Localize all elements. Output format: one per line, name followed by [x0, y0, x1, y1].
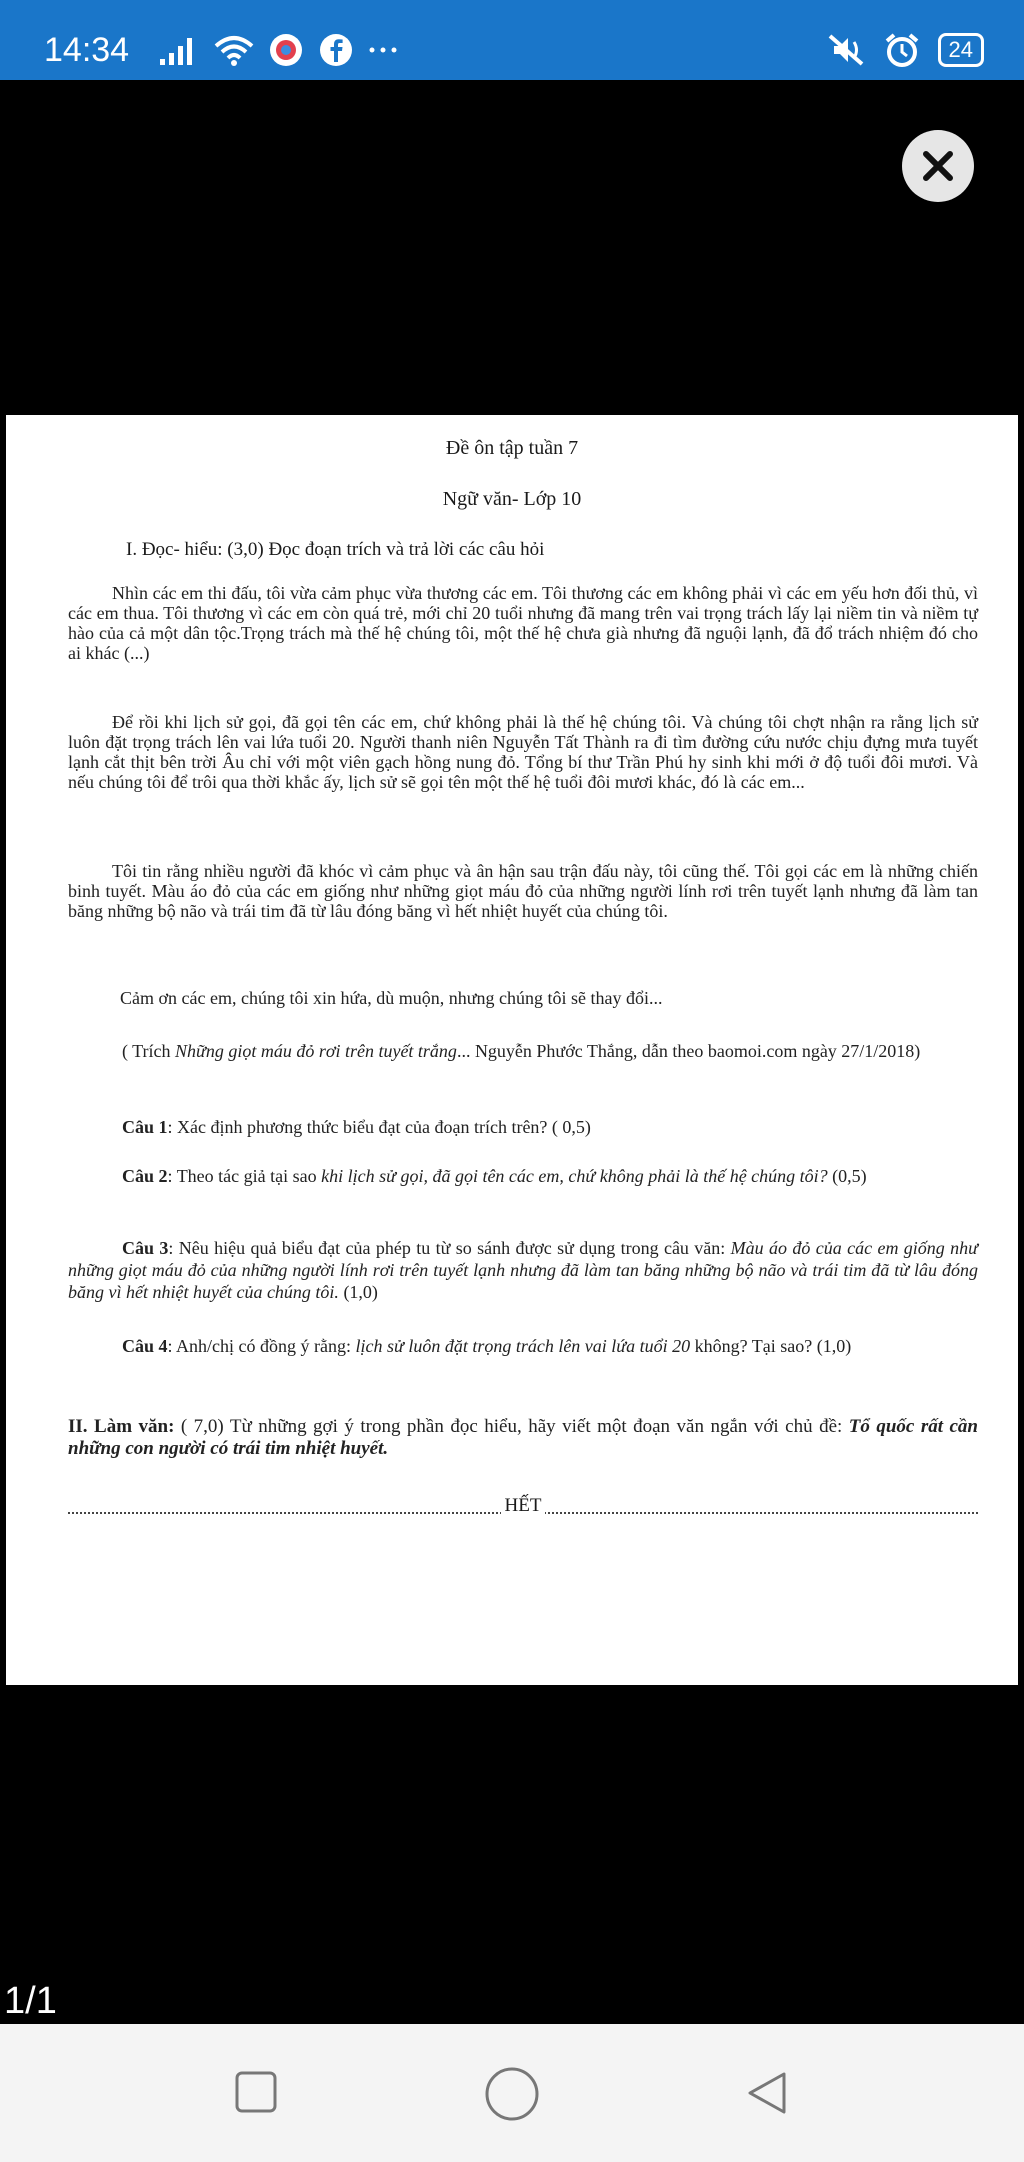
page-counter: 1/1 — [4, 1980, 57, 2022]
app-notification-icon — [268, 32, 304, 68]
close-icon[interactable] — [921, 149, 955, 183]
battery-indicator: 24 — [938, 33, 984, 67]
section1-heading: I. Đọc- hiểu: (3,0) Đọc đoạn trích và trả lời các câu hỏi — [126, 539, 545, 560]
paragraph-1: Nhìn các em thi đấu, tôi vừa cảm phục vừa thương các em. Tôi thương các em không phải vì các em yếu hơn đối thủ, vì các em thua. Tôi thương vì các em còn quá trẻ, mới chỉ 20 tuổi nhưng đã mang trên vai trọng trách lấy lại niềm tin và niềm tự hào của cả một dân tộc.Trọng trách mà thế hệ chúng tôi, một thế hệ chưa già nhưng đã nguội lạnh, đã đổ trách nhiệm đó cho ai khác (...) — [68, 583, 978, 663]
alarm-icon — [884, 32, 920, 68]
wifi-icon — [214, 34, 254, 66]
silent-icon — [826, 32, 866, 68]
question-4: Câu 4: Anh/chị có đồng ý rằng: lịch sử luôn đặt trọng trách lên vai lứa tuổi 20 không? Tại sao? (1,0) — [122, 1336, 852, 1356]
back-icon[interactable] — [744, 2070, 790, 2116]
paragraph-4: Cảm ơn các em, chúng tôi xin hứa, dù muộn, nhưng chúng tôi sẽ thay đổi... — [120, 988, 663, 1008]
recent-apps-icon[interactable] — [234, 2070, 278, 2114]
more-notifications-icon — [368, 45, 398, 55]
status-bar — [0, 0, 1024, 80]
document-title: Đề ôn tập tuần 7 — [445, 437, 579, 459]
signal-icon — [160, 35, 200, 65]
paragraph-3: Tôi tin rằng nhiều người đã khóc vì cảm phục và ân hận sau trận đấu này, tôi cũng thế. Tôi gọi các em là những chiến binh tuyết. Màu áo đỏ của các em giống như những giọt máu đỏ của những người lính rơi trên tuyết lạnh nhưng đã làm tan băng những bộ não và trái tim đã từ lâu đóng băng vì hết nhiệt huyết của chúng tôi. — [68, 861, 978, 921]
question-2: Câu 2: Theo tác giả tại sao khi lịch sử gọi, đã gọi tên các em, chứ không phải là thế hệ chúng tôi? (0,5) — [122, 1166, 867, 1186]
end-mark: HẾT — [68, 1495, 978, 1519]
home-icon[interactable] — [484, 2066, 540, 2122]
document-subtitle: Ngữ văn- Lớp 10 — [442, 488, 582, 510]
document-page[interactable] — [6, 415, 1018, 1685]
facebook-icon — [318, 32, 354, 68]
close-button[interactable] — [902, 130, 974, 202]
question-3: Câu 3: Nêu hiệu quả biểu đạt của phép tu từ so sánh được sử dụng trong câu văn: Màu áo đỏ của các em giống như những giọt máu đỏ của những người lính rơi trên tuyết lạnh nhưng đã làm tan băng những bộ não và trái tim đã từ lâu đóng băng vì hết nhiệt huyết của chúng tôi. (1,0) — [68, 1238, 978, 1302]
paragraph-2: Để rồi khi lịch sử gọi, đã gọi tên các em, chứ không phải là thế hệ chúng tôi. Và chúng tôi chợt nhận ra rằng lịch sử luôn đặt trọng trách lên vai lứa tuổi 20. Người thanh niên Nguyễn Tất Thành ra đi tìm đường cứu nước chịu đựng mưa tuyết lạnh cắt thịt bên trời Âu chỉ với một viên gạch hồng nung đỏ. Tổng bí thư Trần Phú hy sinh khi mới ở độ tuổi đôi mươi. Và nếu chúng tôi để trôi qua thời khắc ấy, lịch sử sẽ gọi tên một thế hệ tuổi đôi mươi khác, đó là các em... — [68, 712, 978, 792]
status-time: 14:34 — [44, 31, 130, 69]
question-1: Câu 1: Xác định phương thức biểu đạt của đoạn trích trên? ( 0,5) — [122, 1117, 591, 1137]
section2: II. Làm văn: ( 7,0) Từ những gợi ý trong phần đọc hiểu, hãy viết một đoạn văn ngắn với chủ đề: Tổ quốc rất cần những con người có trái tim nhiệt huyết. — [68, 1416, 979, 1459]
navigation-bar — [0, 2024, 1024, 2162]
citation: ( Trích Những giọt máu đỏ rơi trên tuyết trắng... Nguyễn Phước Thắng, dẫn theo baomoi.com ngày 27/1/2018) — [122, 1041, 921, 1061]
